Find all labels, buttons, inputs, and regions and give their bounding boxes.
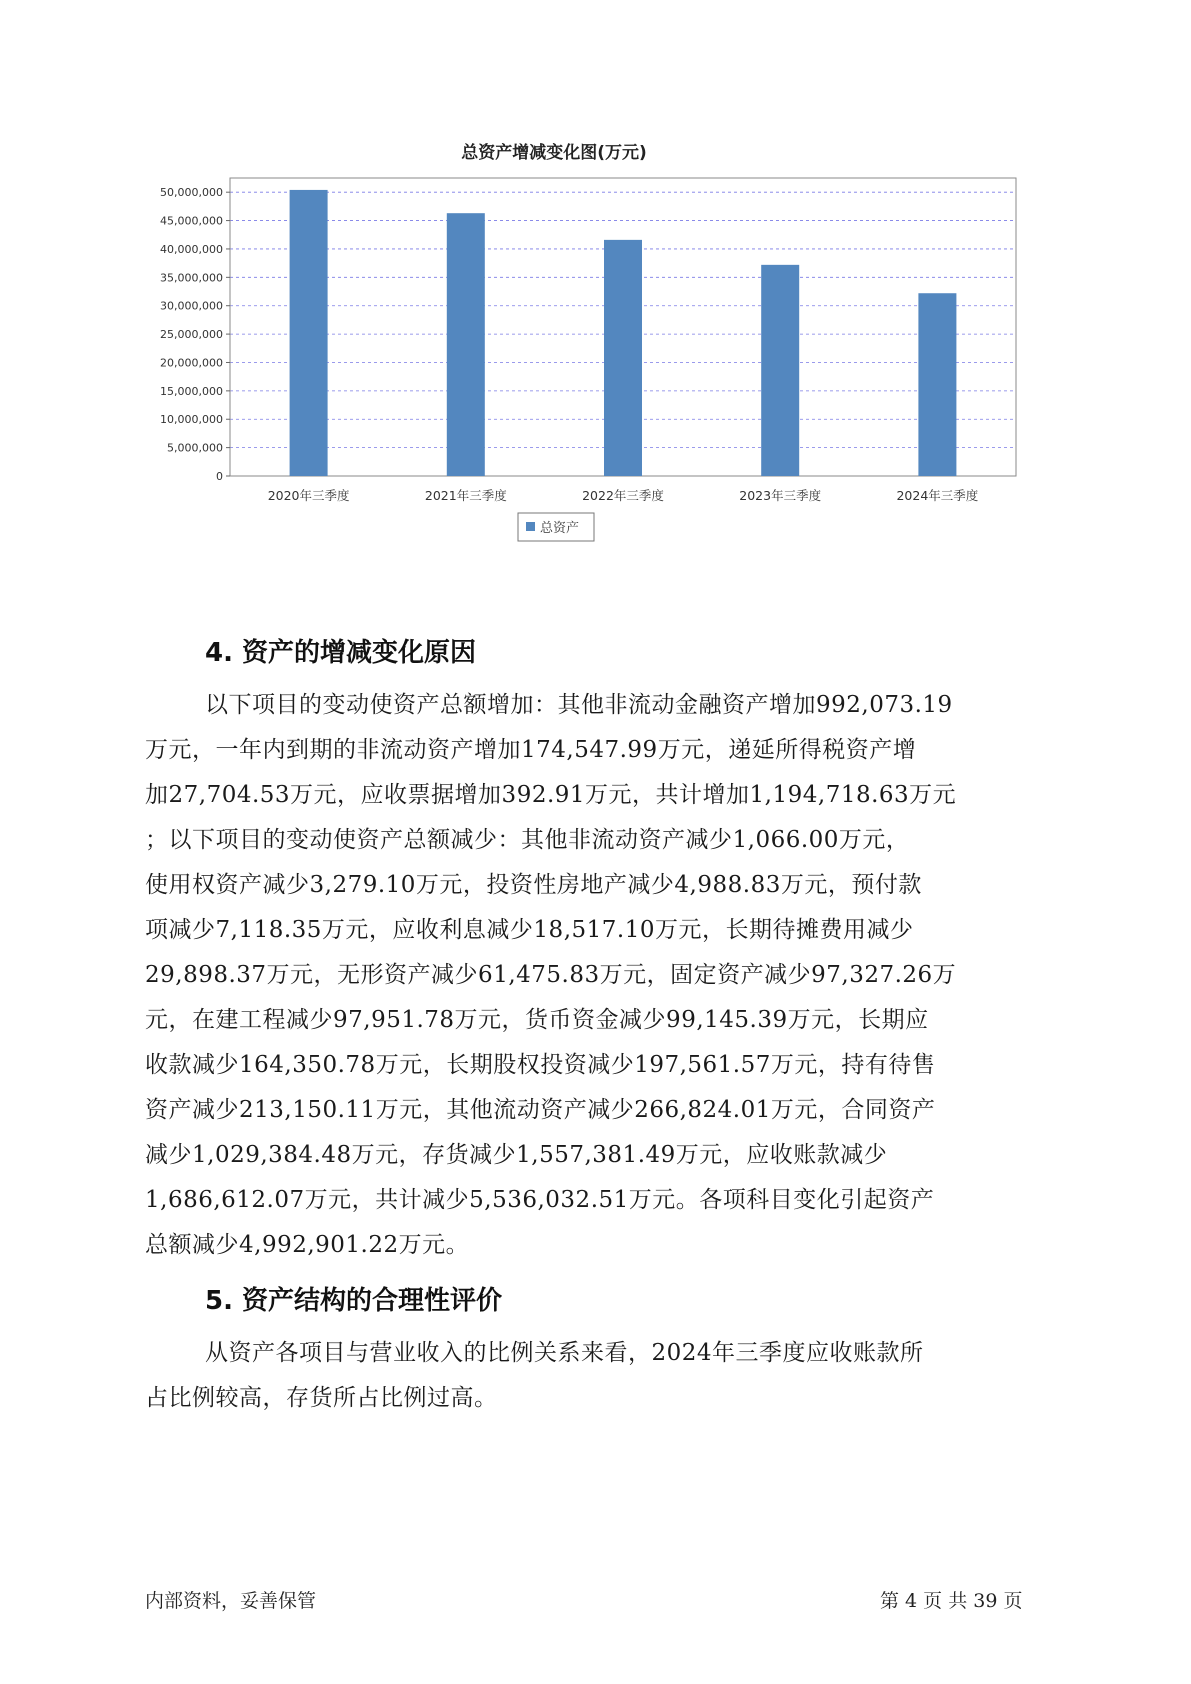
x-tick-label: 2022年三季度 — [582, 488, 664, 503]
y-tick-label: 15,000,000 — [160, 384, 223, 398]
footer-confidential-note: 内部资料，妥善保管 — [145, 1590, 317, 1612]
footer-page-number: 第 4 页 共 39 页 — [880, 1590, 1023, 1612]
y-tick-label: 25,000,000 — [160, 328, 223, 342]
paragraph-line: 元，在建工程减少97,951.78万元，货币资金减少99,145.39万元，长期应 — [145, 1007, 929, 1033]
chart-svg — [160, 140, 1020, 600]
y-tick-label: 40,000,000 — [160, 242, 223, 256]
y-tick-label: 45,000,000 — [160, 214, 223, 228]
y-tick-label: 30,000,000 — [160, 299, 223, 313]
y-tick-label: 50,000,000 — [160, 186, 223, 200]
paragraph-line: ；以下项目的变动使资产总额减少：其他非流动资产减少1,066.00万元， — [145, 827, 910, 853]
paragraph-line: 1,686,612.07万元，共计减少5,536,032.51万元。各项科目变化引起资产 — [145, 1187, 935, 1213]
x-tick-label: 2021年三季度 — [424, 488, 507, 503]
y-tick-label: 20,000,000 — [160, 356, 223, 370]
y-axis-ticks — [160, 186, 230, 483]
legend-label: 总资产 — [540, 521, 580, 536]
paragraph-line: 29,898.37万元，无形资产减少61,475.83万元，固定资产减少97,327.26万 — [145, 962, 957, 988]
x-tick-label: 2024年三季度 — [896, 488, 979, 503]
y-tick-label: 0 — [216, 470, 223, 483]
y-tick-label: 35,000,000 — [160, 271, 223, 285]
section-heading-asset-structure-evaluation: 5. 资产结构的合理性评价 — [205, 1286, 503, 1316]
section-heading-asset-change-reasons: 4. 资产的增减变化原因 — [205, 638, 477, 668]
paragraph-line: 减少1,029,384.48万元，存货减少1,557,381.49万元，应收账款减少 — [145, 1142, 888, 1168]
paragraph-line: 万元，一年内到期的非流动资产增加174,547.99万元，递延所得税资产增 — [145, 737, 917, 763]
paragraph-line: 资产减少213,150.11万元，其他流动资产减少266,824.01万元，合同资产 — [145, 1097, 936, 1123]
bar-2024年三季度 — [918, 293, 956, 476]
paragraph-line: 以下项目的变动使资产总额增加：其他非流动金融资产增加992,073.19 — [205, 692, 953, 718]
legend — [518, 513, 594, 541]
bar-2021年三季度 — [447, 213, 485, 476]
y-tick-label: 5,000,000 — [167, 441, 223, 455]
x-tick-label: 2020年三季度 — [267, 488, 350, 503]
paragraph-line: 从资产各项目与营业收入的比例关系来看，2024年三季度应收账款所 — [205, 1340, 924, 1366]
paragraph-line: 使用权资产减少3,279.10万元，投资性房地产减少4,988.83万元，预付款 — [145, 872, 922, 898]
x-tick-label: 2023年三季度 — [739, 488, 822, 503]
total-assets-chart — [160, 140, 1020, 600]
paragraph-line: 总额减少4,992,901.22万元。 — [145, 1232, 470, 1258]
legend-swatch — [526, 522, 535, 531]
bar-2023年三季度 — [761, 265, 799, 476]
paragraph-line: 占比例较高，存货所占比例过高。 — [145, 1385, 498, 1411]
paragraph-line: 项减少7,118.35万元，应收利息减少18,517.10万元，长期待摊费用减少 — [145, 917, 914, 943]
x-axis-ticks — [268, 488, 979, 503]
bar-2022年三季度 — [604, 240, 642, 476]
paragraph-line: 收款减少164,350.78万元，长期股权投资减少197,561.57万元，持有待售 — [145, 1052, 936, 1078]
chart-title: 总资产增减变化图(万元) — [461, 143, 647, 163]
bars — [290, 190, 957, 476]
paragraph-line: 加27,704.53万元，应收票据增加392.91万元，共计增加1,194,718.63万元 — [145, 782, 957, 808]
bar-2020年三季度 — [290, 190, 328, 476]
y-tick-label: 10,000,000 — [160, 413, 223, 427]
